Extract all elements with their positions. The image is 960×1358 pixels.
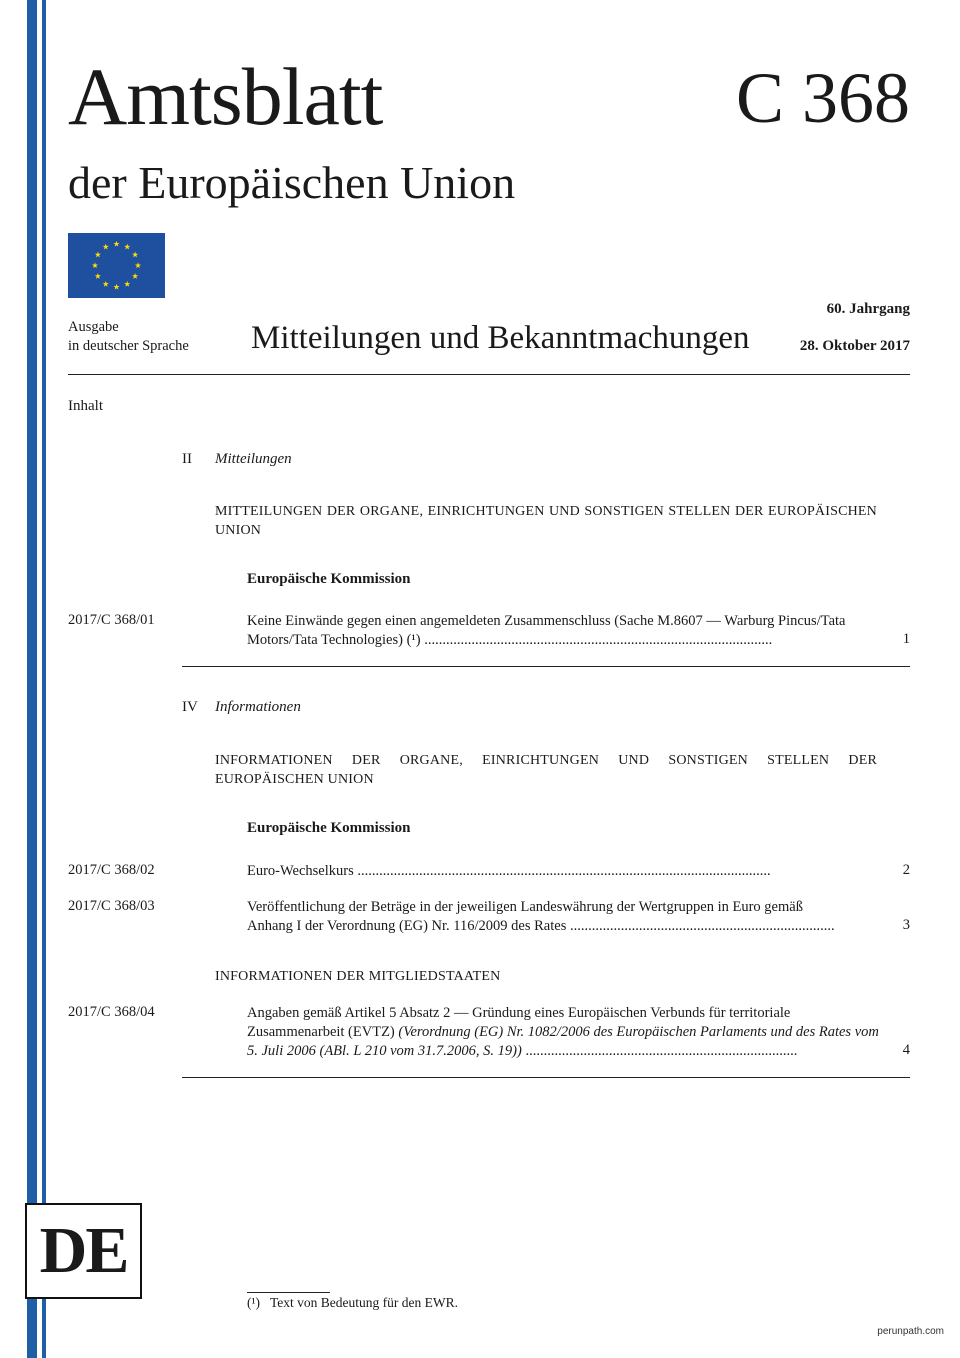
volume-label: 60. Jahrgang: [826, 301, 910, 317]
entry-line-2: Anhang I der Verordnung (EG) Nr. 116/2009 des Rates .........................................................................: [247, 918, 835, 934]
entry-page: 4: [902, 1042, 910, 1058]
blue-margin-bar: [27, 0, 37, 1358]
edition-line-1: Ausgabe: [68, 319, 119, 335]
edition-line-2: in deutscher Sprache: [68, 338, 189, 354]
journal-subtitle: der Europäischen Union: [68, 157, 516, 208]
contents-label: Inhalt: [68, 398, 103, 414]
section-divider: [182, 1077, 910, 1078]
section-number: II: [182, 451, 192, 467]
contents-entry[interactable]: [247, 898, 879, 936]
section-title: Mitteilungen: [215, 451, 292, 467]
leader-dots: ..................................................................................................................: [353, 863, 771, 879]
issue-date: 28. Oktober 2017: [799, 338, 910, 354]
footnote-rule: [247, 1292, 330, 1293]
language-code: DE: [39, 1214, 128, 1287]
footnote: [247, 1295, 458, 1311]
leader-dots: .........................................................................: [566, 918, 835, 934]
entry-line-1: Angaben gemäß Artikel 5 Absatz 2 — Gründung eines Europäischen Verbunds für territoriale: [247, 1005, 791, 1021]
institution-heading: Europäische Kommission: [247, 571, 411, 587]
entry-reference: 2017/C 368/01: [68, 612, 155, 628]
section-title: Informationen: [215, 699, 301, 715]
blue-margin-thin-bar: [42, 0, 46, 1358]
header-rule: [68, 374, 910, 375]
footnote-text: Text von Bedeutung für den EWR.: [269, 1295, 458, 1310]
watermark: perunpath.com: [877, 1326, 944, 1337]
entry-page: 3: [902, 917, 910, 933]
leader-dots: ................................................................................................: [420, 632, 773, 648]
contents-entry[interactable]: [247, 612, 879, 650]
journal-title: Amtsblatt: [68, 51, 383, 142]
entry-line-2: Zusammenarbeit (EVTZ) (Verordnung (EG) Nr. 1082/2006 des Europäischen Parlaments und des Rates vom: [247, 1024, 879, 1040]
entry-reference: 2017/C 368/04: [68, 1004, 155, 1020]
entry-line-1: Veröffentlichung der Beträge in der jeweiligen Landeswährung der Wertgruppen in Euro gemäß: [247, 899, 803, 915]
leader-dots: ...........................................................................: [521, 1043, 798, 1059]
edition-label: [68, 318, 189, 356]
institution-heading: Europäische Kommission: [247, 820, 411, 836]
section-caps-heading: INFORMATIONEN DER MITGLIEDSTAATEN: [215, 969, 501, 984]
section-divider: [182, 666, 910, 667]
entry-reference: 2017/C 368/03: [68, 898, 155, 914]
entry-page: 1: [902, 631, 910, 647]
contents-entry[interactable]: [247, 862, 879, 881]
section-number: IV: [182, 699, 198, 715]
issue-number: C 368: [735, 58, 910, 138]
entry-page: 2: [902, 862, 910, 878]
eu-flag-stars: [68, 233, 165, 298]
entry-reference: 2017/C 368/02: [68, 862, 155, 878]
section-caps-heading: INFORMATIONEN DER ORGANE, EINRICHTUNGEN UND SONSTIGEN STELLEN DER EUROPÄISCHEN UNION: [215, 753, 877, 787]
entry-line-1: Euro-Wechselkurs ..................................................................................................................: [247, 863, 771, 879]
entry-line-2: Motors/Tata Technologies) (¹) ................................................................................................: [247, 632, 773, 648]
eu-flag-icon: [68, 233, 165, 298]
contents-entry[interactable]: [247, 1004, 879, 1061]
section-caps-heading: MITTEILUNGEN DER ORGANE, EINRICHTUNGEN UND SONSTIGEN STELLEN DER EUROPÄISCHEN UNION: [215, 504, 877, 538]
entry-line-1: Keine Einwände gegen einen angemeldeten Zusammenschluss (Sache M.8607 — Warburg Pincus/Tata: [247, 613, 846, 629]
entry-line-3: 5. Juli 2006 (ABl. L 210 vom 31.7.2006, S. 19)) ...........................................................................: [247, 1043, 798, 1059]
footnote-mark: (¹): [247, 1295, 261, 1310]
series-title: Mitteilungen und Bekanntmachungen: [251, 320, 750, 356]
